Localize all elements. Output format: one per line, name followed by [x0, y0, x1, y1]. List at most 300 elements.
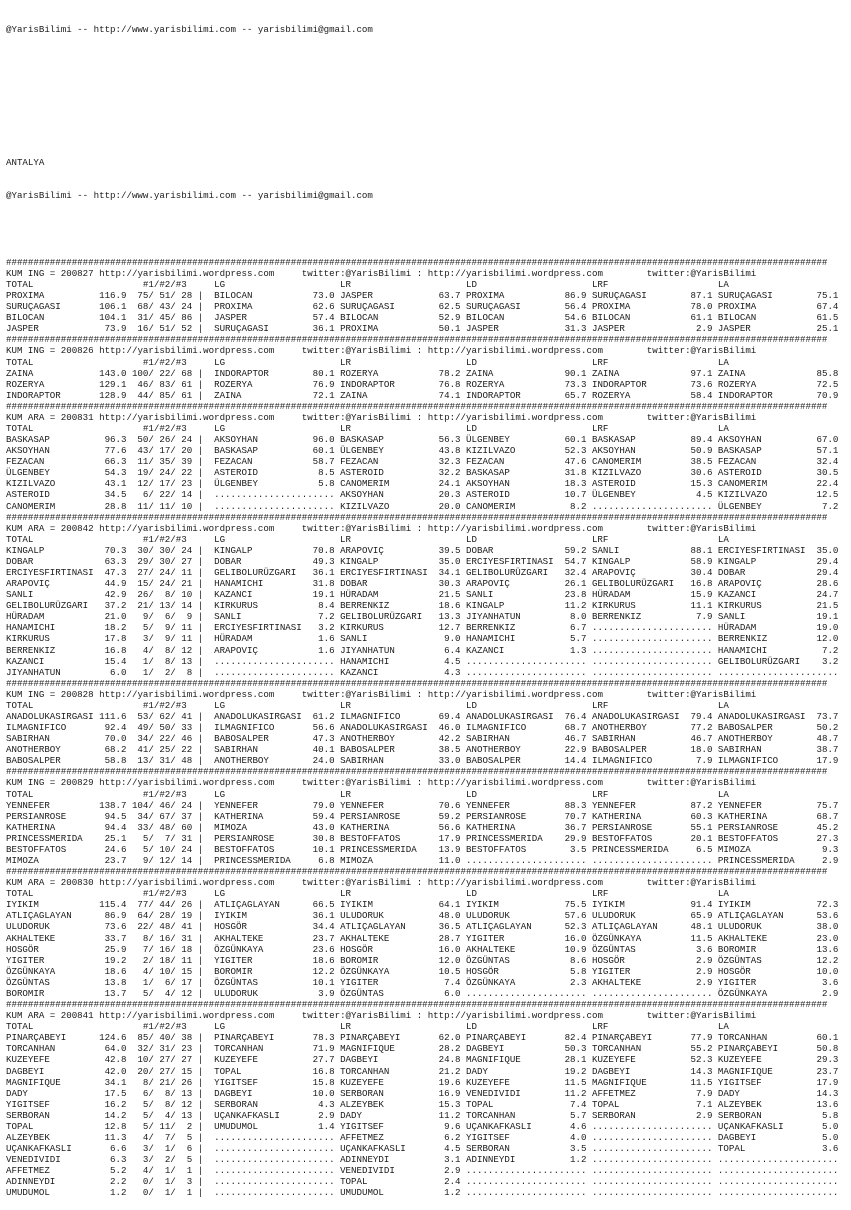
column-header-line: [6, 423, 838, 434]
rank-cell-lr: ASTEROID 32.2: [340, 467, 467, 479]
rank-cell-lr: BILOCAN 52.9: [340, 312, 467, 324]
rank-cell-lg: YIGITER 18.6: [214, 954, 341, 966]
rank-cell-ld: BERRENKIZ 6.7: [466, 622, 592, 634]
total-score: 111.6: [93, 711, 127, 722]
rank-cell-ld: ULUDORUK 57.6: [466, 910, 592, 922]
placings: 9/ 12/ 14 |: [126, 855, 215, 867]
rank-cell-lr: SANLI 9.0: [340, 633, 467, 645]
total-score: 138.7: [93, 799, 127, 811]
placings: 104/ 46/ 24 |: [126, 799, 215, 811]
total-score: 70.0: [93, 733, 127, 745]
rank-cell-lrf: ......................: [591, 1143, 718, 1155]
rank-cell-lr: KUZEYEFE 19.6: [340, 1076, 467, 1088]
header-la: LA: [717, 533, 729, 545]
rank-cell-lr: ANADOLUKASIRGASI 46.0: [340, 722, 467, 734]
rank-cell-la: KIRKURUS 21.5: [717, 600, 839, 612]
rank-cell-lr: MAGNIFIQUE 28.2: [340, 1043, 467, 1055]
placings: 7/ 16/ 18 |: [126, 943, 215, 955]
rank-cell-lrf: ANOTHERBOY 77.2: [591, 722, 718, 734]
total-score: 17.8: [93, 633, 127, 645]
header-lr: LR: [340, 1021, 466, 1033]
rank-cell-lg: PINARÇABEYI 78.3: [214, 1032, 341, 1044]
total-score: 42.0: [93, 1065, 127, 1077]
blank-line: [6, 124, 838, 135]
total-score: 94.5: [93, 810, 127, 822]
total-score: 18.2: [93, 622, 127, 634]
race-title-line: [6, 1010, 838, 1021]
race-title-line: [6, 777, 838, 788]
placings: 27/ 24/ 11 |: [126, 566, 215, 578]
race-title: KUM ING = 200827: [6, 267, 94, 279]
rank-cell-ld: SANLI 23.8: [466, 589, 592, 601]
separator-line: ######################################################################################################################################################: [6, 766, 828, 778]
horse-name: UÇANKAFKASLI: [6, 1143, 94, 1155]
rank-cell-la: PERSIANROSE 45.2: [717, 821, 839, 833]
rank-cell-lr: AFFETMEZ 6.2: [340, 1131, 467, 1143]
total-score: 58.8: [93, 755, 127, 767]
rank-cell-ld: SABIRHAN 46.7: [466, 733, 592, 745]
rank-cell-lr: PROXIMA 50.1: [340, 323, 467, 335]
rank-cell-lrf: BASKASAP 89.4: [591, 434, 718, 446]
horse-name: SANLI: [6, 589, 94, 601]
rank-cell-ld: YIGITER 16.0: [466, 932, 592, 944]
rank-cell-lg: KUZEYEFE 27.7: [214, 1054, 341, 1066]
placings: 15/ 24/ 21 |: [126, 578, 215, 590]
spacer: [274, 689, 301, 700]
rank-cell-ld: ......................: [466, 666, 592, 678]
rank-cell-ld: AKSOYHAN 18.3: [466, 478, 592, 490]
placings: 43/ 17/ 20 |: [126, 445, 215, 457]
horse-name: ALZEYBEK: [6, 1131, 94, 1143]
rank-cell-ld: YIGITSEF 4.0: [466, 1131, 592, 1143]
table-row: [6, 744, 838, 755]
rank-cell-lg: ......................: [214, 489, 341, 501]
rank-cell-lrf: SANLI 88.1: [591, 544, 718, 556]
rank-cell-lr: DADY 11.2: [340, 1109, 467, 1121]
rank-cell-lr: KATHERINA 56.6: [340, 821, 467, 833]
credit-line-2: @YarisBilimi -- http://www.yarisbilimi.com -- yarisbilimi@gmail.com: [6, 190, 373, 202]
spacer: :: [411, 777, 428, 789]
rank-cell-lrf: BILOCAN 61.1: [591, 312, 718, 324]
horse-name: YIGITER: [6, 954, 94, 966]
race-title-line: [6, 268, 838, 279]
horse-name: JASPER: [6, 323, 94, 335]
total-score: 1.2: [93, 1187, 127, 1199]
rank-cell-la: AKHALTEKE 23.0: [717, 932, 839, 944]
rank-cell-lrf: BERRENKIZ 7.9: [591, 611, 718, 623]
twitter-handle: twitter:@YarisBilimi: [646, 411, 757, 423]
rank-cell-lr: BOROMIR 12.0: [340, 954, 467, 966]
total-score: 106.1: [93, 301, 127, 313]
rank-cell-lr: DOBAR 30.3: [340, 578, 467, 590]
site-link: http://yarisbilimi.wordpress.com: [427, 777, 603, 789]
rank-cell-lg: FEZACAN 58.7: [214, 456, 341, 468]
site-link: http://yarisbilimi.wordpress.com: [99, 267, 275, 279]
rank-cell-lr: SURUÇAGASI 62.5: [340, 301, 467, 313]
horse-name: AKSOYHAN: [6, 445, 94, 457]
column-header-line: [6, 888, 838, 899]
placings: 1/ 6/ 17 |: [126, 976, 215, 988]
rank-cell-lg: AKSOYHAN 96.0: [214, 434, 341, 446]
horse-name: KUZEYEFE: [6, 1054, 94, 1066]
rank-cell-lg: SURUÇAGASI 36.1: [214, 323, 341, 335]
column-header-line: [6, 279, 838, 290]
horse-name: DAGBEYI: [6, 1065, 94, 1077]
rank-cell-lrf: SERBORAN 2.9: [591, 1109, 718, 1121]
header-lg: LG: [214, 356, 341, 368]
table-row: [6, 1165, 838, 1176]
spacer: :: [411, 267, 428, 279]
rank-cell-ld: FEZACAN 47.6: [466, 456, 592, 468]
header-ld: LD: [466, 788, 592, 800]
rank-cell-lg: PROXIMA 62.6: [214, 301, 341, 313]
total-score: 37.2: [93, 600, 127, 612]
horse-name: ANADOLUKASIRGASI: [6, 711, 94, 722]
horse-name: YENNEFER: [6, 799, 94, 811]
rank-cell-ld: KINGALP 11.2: [466, 600, 592, 612]
placings: 4/ 7/ 5 |: [126, 1131, 215, 1143]
rank-cell-la: ALZEYBEK 13.6: [717, 1098, 839, 1110]
rank-cell-la: ASTEROID 30.5: [717, 467, 839, 479]
rank-cell-la: HÜRADAM 19.0: [717, 622, 839, 634]
spacer: [603, 877, 647, 888]
race-block: [6, 866, 838, 999]
header-places: #1/#2/#3: [142, 533, 215, 545]
total-score: 12.8: [93, 1120, 127, 1132]
horse-name: MIMOZA: [6, 855, 94, 867]
total-score: 13.7: [93, 987, 127, 999]
table-row: [6, 921, 838, 932]
table-row: [6, 1066, 838, 1077]
twitter-handle: twitter:@YarisBilimi: [301, 522, 412, 534]
header-ld: LD: [466, 278, 592, 290]
placings: 34/ 22/ 46 |: [126, 733, 215, 745]
spacer: :: [411, 877, 428, 889]
table-row: [6, 445, 838, 456]
total-score: 43.1: [93, 478, 127, 490]
site-link: http://yarisbilimi.wordpress.com: [427, 411, 603, 423]
rank-cell-lrf: AKHALTEKE 2.9: [591, 976, 718, 988]
horse-name: ARAPOVIÇ: [6, 578, 94, 590]
total-score: 96.3: [93, 434, 127, 446]
rank-cell-lr: SABIRHAN 33.0: [340, 755, 467, 767]
rank-cell-lr: AKHALTEKE 28.7: [340, 932, 467, 944]
spacer: [274, 1010, 301, 1021]
site-link: http://yarisbilimi.wordpress.com: [427, 688, 603, 700]
rank-cell-lrf: ÜLGENBEY 4.5: [591, 489, 718, 501]
header-la: LA: [717, 1021, 729, 1033]
twitter-handle: twitter:@YarisBilimi: [646, 1010, 757, 1022]
spacer: [603, 523, 647, 534]
rank-cell-lg: ......................: [214, 1187, 341, 1199]
horse-name: KATHERINA: [6, 821, 94, 833]
rank-cell-lg: YENNEFER 79.0: [214, 799, 341, 811]
spacer: :: [411, 522, 428, 534]
table-row: [6, 1132, 838, 1143]
rank-cell-lg: ROZERYA 76.9: [214, 378, 341, 390]
total-score: 11.3: [93, 1131, 127, 1143]
horse-name: SERBORAN: [6, 1109, 94, 1121]
rank-cell-la: TORCANHAN 60.1: [717, 1032, 839, 1044]
rank-cell-lr: JASPER 63.7: [340, 290, 467, 302]
placings: 30/ 30/ 24 |: [126, 544, 215, 556]
race-tables: [6, 257, 838, 1199]
rank-cell-la: ULUDORUK 38.0: [717, 921, 839, 933]
table-row: [6, 312, 838, 323]
rank-cell-la: AKSOYHAN 67.0: [717, 434, 839, 446]
table-row: [6, 622, 838, 633]
rank-cell-lg: TOPAL 16.8: [214, 1065, 341, 1077]
table-row: [6, 645, 838, 656]
horse-name: ÖZGÜNTAS: [6, 976, 94, 988]
rank-cell-la: KIZILVAZO 12.5: [717, 489, 839, 501]
column-header-line: [6, 789, 838, 800]
rank-cell-lrf: ......................: [591, 855, 718, 867]
rank-cell-lg: ......................: [214, 666, 341, 678]
rank-cell-ld: CANOMERIM 8.2: [466, 500, 592, 512]
header-lr: LR: [340, 888, 466, 900]
horse-name: ÜLGENBEY: [6, 467, 94, 479]
horse-name: ERCIYESFIRTINASI: [6, 566, 94, 578]
horse-name: ZAINA: [6, 367, 94, 379]
table-row: [6, 379, 838, 390]
header-lg: LG: [214, 788, 341, 800]
rank-cell-ld: JASPER 31.3: [466, 323, 592, 335]
spacer: [603, 268, 647, 279]
rank-cell-ld: KATHERINA 36.7: [466, 821, 592, 833]
placings: 11/ 35/ 39 |: [126, 456, 215, 468]
separator-line: ######################################################################################################################################################: [6, 334, 828, 346]
twitter-handle: twitter:@YarisBilimi: [646, 345, 757, 357]
rank-cell-la: MAGNIFIQUE 23.7: [717, 1065, 839, 1077]
horse-name: ILMAGNIFICO: [6, 722, 94, 734]
rank-cell-la: ......................: [717, 1165, 839, 1177]
header-total: TOTAL: [6, 422, 143, 434]
table-row: [6, 722, 838, 733]
total-score: 19.2: [93, 954, 127, 966]
horse-name: AFFETMEZ: [6, 1165, 94, 1177]
race-title-line: [6, 523, 838, 534]
header-places: #1/#2/#3: [142, 1021, 215, 1033]
rank-cell-la: SURUÇAGASI 75.1: [717, 290, 839, 302]
total-score: 34.1: [93, 1076, 127, 1088]
column-header-line: [6, 357, 838, 368]
table-row: [6, 323, 838, 334]
rank-cell-la: IYIKIM 72.3: [717, 899, 839, 911]
placings: 20/ 27/ 15 |: [126, 1065, 215, 1077]
placings: 33/ 48/ 60 |: [126, 821, 215, 833]
table-row: [6, 501, 838, 512]
rank-cell-lr: ZAINA 74.1: [340, 389, 467, 401]
race-title-line: [6, 412, 838, 423]
rank-cell-ld: ZAINA 90.1: [466, 367, 592, 379]
table-row: [6, 966, 838, 977]
total-score: 73.6: [93, 921, 127, 933]
rank-cell-ld: ......................: [466, 1176, 592, 1188]
separator-line: ######################################################################################################################################################: [6, 400, 828, 412]
separator-line: ######################################################################################################################################################: [6, 677, 828, 689]
placings: 5/ 9/ 11 |: [126, 622, 215, 634]
rank-cell-lr: DAGBEYI 24.8: [340, 1054, 467, 1066]
horse-name: ADINNEYDI: [6, 1176, 94, 1188]
rank-cell-lg: ANADOLUKASIRGASI 61.2: [214, 711, 341, 722]
rank-cell-lg: AKHALTEKE 23.7: [214, 932, 341, 944]
rank-cell-lrf: ......................: [591, 1120, 718, 1132]
rank-cell-la: SANLI 19.1: [717, 611, 839, 623]
race-block: [6, 999, 838, 1198]
rank-cell-lr: PINARÇABEYI 62.0: [340, 1032, 467, 1044]
rank-cell-lr: BABOSALPER 38.5: [340, 744, 467, 756]
table-row: [6, 1110, 838, 1121]
rank-cell-ld: HANAMICHI 5.7: [466, 633, 592, 645]
header-lg: LG: [214, 699, 341, 711]
race-title: KUM ARA = 200842: [6, 522, 94, 534]
rank-cell-la: PINARÇABEYI 50.8: [717, 1043, 839, 1055]
rank-cell-lg: ......................: [214, 1176, 341, 1188]
rank-cell-lg: UÇANKAFKASLI 2.9: [214, 1109, 341, 1121]
placings: 44/ 85/ 61 |: [126, 389, 215, 401]
rank-cell-lg: ATLIÇAGLAYAN 66.5: [214, 899, 341, 911]
rank-cell-la: ÖZGÜNKAYA 2.9: [717, 987, 839, 999]
rank-cell-la: ......................: [717, 1187, 839, 1199]
rank-cell-lg: HÜRADAM 1.6: [214, 633, 341, 645]
horse-name: KAZANCI: [6, 655, 94, 667]
header-total: TOTAL: [6, 533, 143, 545]
total-score: 77.6: [93, 445, 127, 457]
rank-cell-lr: KIRKURUS 12.7: [340, 622, 467, 634]
rank-cell-lg: ......................: [214, 500, 341, 512]
rank-cell-ld: SERBORAN 3.5: [466, 1143, 592, 1155]
horse-name: BOROMIR: [6, 987, 94, 999]
spacer: :: [411, 1010, 428, 1022]
rank-cell-lg: PERSIANROSE 30.8: [214, 832, 341, 844]
rank-cell-lrf: MAGNIFIQUE 11.5: [591, 1076, 718, 1088]
city-title: ANTALYA: [6, 157, 45, 169]
placings: 5/ 10/ 24 |: [126, 843, 215, 855]
rank-cell-lr: BASKASAP 56.3: [340, 434, 467, 446]
table-row: [6, 589, 838, 600]
horse-name: PERSIANROSE: [6, 810, 94, 822]
rank-cell-lg: DOBAR 49.3: [214, 555, 341, 567]
rank-cell-la: KATHERINA 68.7: [717, 810, 839, 822]
header-la: LA: [717, 278, 729, 290]
spacer: [603, 777, 647, 788]
horse-name: IYIKIM: [6, 899, 94, 911]
rank-cell-la: ÜLGENBEY 7.2: [717, 500, 839, 512]
rank-cell-lg: INDORAPTOR 80.1: [214, 367, 341, 379]
rank-cell-la: ARAPOVIÇ 28.6: [717, 578, 839, 590]
header-places: #1/#2/#3: [142, 699, 215, 711]
rank-cell-la: ......................: [717, 666, 839, 678]
rank-cell-lg: UMUDUMOL 1.4: [214, 1120, 341, 1132]
column-header-line: [6, 700, 838, 711]
rank-cell-lg: YIGITSEF 15.8: [214, 1076, 341, 1088]
rank-cell-lr: BERRENKIZ 18.6: [340, 600, 467, 612]
table-row: [6, 1054, 838, 1065]
rank-cell-lr: CANOMERIM 24.1: [340, 478, 467, 490]
placings: 0/ 1/ 1 |: [126, 1187, 215, 1199]
table-row: [6, 545, 838, 556]
table-row: [6, 1187, 838, 1198]
placings: 10/ 27/ 27 |: [126, 1054, 215, 1066]
rank-cell-lrf: INDORAPTOR 73.6: [591, 378, 718, 390]
column-header-line: [6, 534, 838, 545]
table-row: [6, 1099, 838, 1110]
rank-cell-la: HOSGÖR 10.0: [717, 965, 839, 977]
rank-cell-la: KINGALP 29.4: [717, 555, 839, 567]
rank-cell-lr: GELIBOLURÜZGARI 13.3: [340, 611, 467, 623]
placings: 49/ 50/ 33 |: [126, 722, 215, 734]
rank-cell-lr: ULUDORUK 48.0: [340, 910, 467, 922]
header-lrf: LRF: [591, 1021, 718, 1033]
rank-cell-ld: IYIKIM 75.5: [466, 899, 592, 911]
placings: 4/ 1/ 1 |: [126, 1165, 215, 1177]
rank-cell-lr: ÖZGÜNTAS 6.0: [340, 987, 467, 999]
rank-cell-lrf: ......................: [591, 500, 718, 512]
rank-cell-lrf: SABIRHAN 46.7: [591, 733, 718, 745]
race-title: KUM ING = 200828: [6, 688, 94, 700]
blank-line: [6, 91, 838, 102]
placings: 21/ 13/ 14 |: [126, 600, 215, 612]
rank-cell-lg: SABIRHAN 40.1: [214, 744, 341, 756]
table-row: [6, 578, 838, 589]
rank-cell-lg: GELIBOLURÜZGARI 36.1: [214, 566, 341, 578]
header-places: #1/#2/#3: [142, 356, 215, 368]
rank-cell-lr: HANAMICHI 4.5: [340, 655, 467, 667]
rank-cell-lg: ......................: [214, 655, 341, 667]
race-title: KUM ING = 200829: [6, 777, 94, 789]
rank-cell-lrf: DAGBEYI 14.3: [591, 1065, 718, 1077]
placings: 5/ 8/ 12 |: [126, 1098, 215, 1110]
header-places: #1/#2/#3: [142, 888, 215, 900]
table-row: [6, 1143, 838, 1154]
rank-cell-la: KUZEYEFE 29.3: [717, 1054, 839, 1066]
site-link: http://yarisbilimi.wordpress.com: [427, 522, 603, 534]
rank-cell-lrf: BESTOFFATOS 20.1: [591, 832, 718, 844]
total-score: 2.2: [93, 1176, 127, 1188]
placings: 8/ 16/ 31 |: [126, 932, 215, 944]
table-row: [6, 1176, 838, 1187]
total-score: 115.4: [93, 899, 127, 911]
rank-cell-lrf: PINARÇABEYI 77.9: [591, 1032, 718, 1044]
placings: 11/ 11/ 10 |: [126, 500, 215, 512]
site-link: http://yarisbilimi.wordpress.com: [99, 522, 275, 534]
table-row: [6, 667, 838, 678]
rank-cell-lr: AKSOYHAN 20.3: [340, 489, 467, 501]
horse-name: KIRKURUS: [6, 633, 94, 645]
total-score: 73.9: [93, 323, 127, 335]
horse-name: HANAMICHI: [6, 622, 94, 634]
rank-cell-lr: KINGALP 35.0: [340, 555, 467, 567]
header-total: TOTAL: [6, 788, 143, 800]
rank-cell-lg: SERBORAN 4.3: [214, 1098, 341, 1110]
header-lr: LR: [340, 699, 466, 711]
table-row: [6, 600, 838, 611]
rank-cell-ld: ERCIYESFIRTINASI 54.7: [466, 555, 592, 567]
rank-cell-ld: UÇANKAFKASLI 4.6: [466, 1120, 592, 1132]
rank-cell-la: KAZANCI 24.7: [717, 589, 839, 601]
race-block: [6, 401, 838, 512]
rank-cell-lr: KIZILVAZO 20.0: [340, 500, 467, 512]
twitter-handle: twitter:@YarisBilimi: [301, 411, 412, 423]
rank-cell-lr: ADINNEYDI 3.1: [340, 1154, 467, 1166]
horse-name: HÜRADAM: [6, 611, 94, 623]
horse-name: BESTOFFATOS: [6, 843, 94, 855]
rank-cell-ld: AKHALTEKE 10.9: [466, 943, 592, 955]
race-title-line: [6, 877, 838, 888]
rank-cell-lrf: CANOMERIM 38.5: [591, 456, 718, 468]
separator-line: ######################################################################################################################################################: [6, 256, 828, 268]
